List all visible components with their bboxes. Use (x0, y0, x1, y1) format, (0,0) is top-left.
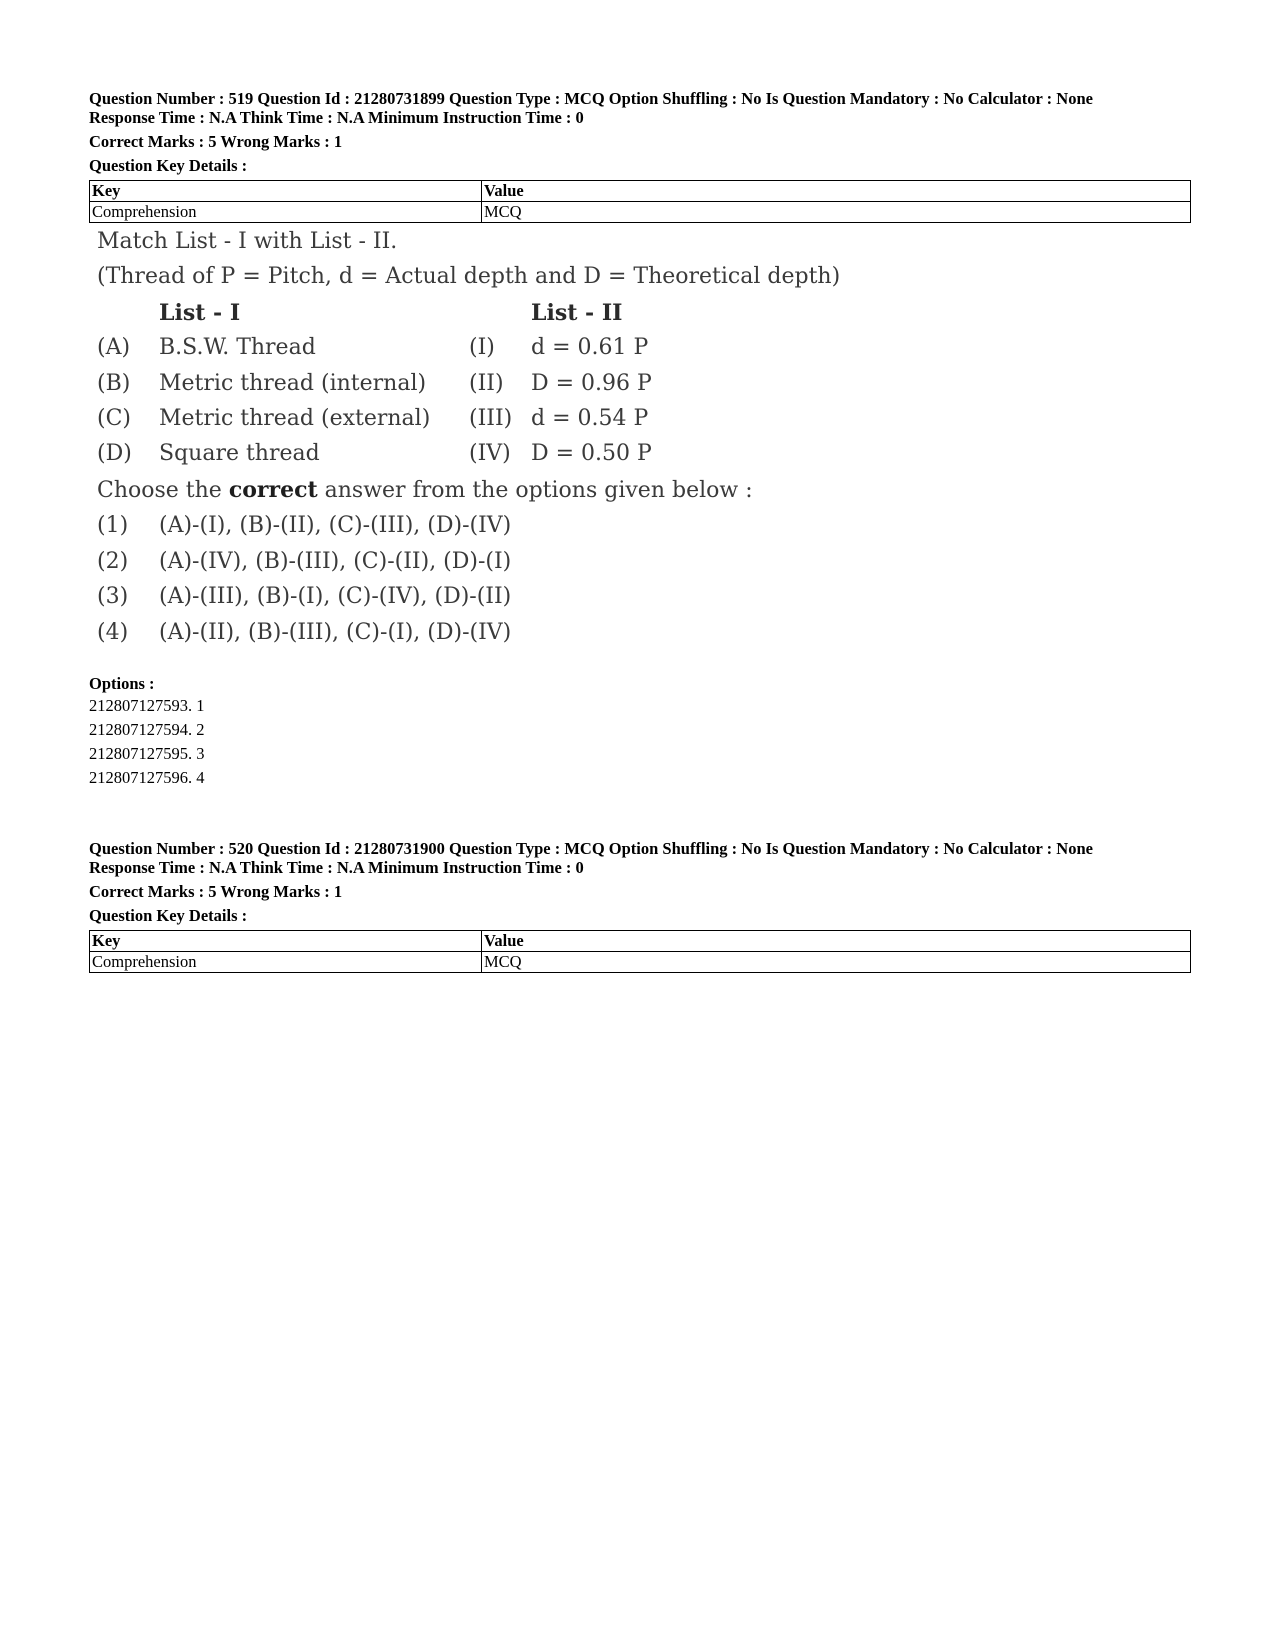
question-image (89, 229, 849, 669)
key-table-header-key: Key (90, 181, 482, 202)
question-marks: Correct Marks : 5 Wrong Marks : 1 (89, 882, 343, 901)
key-table-cell-value: MCQ (482, 202, 1191, 223)
list2-tag-iii: (III) (469, 406, 513, 431)
choice-num-3: (3) (97, 584, 129, 609)
question-intro: Match List - I with List - II. (97, 229, 398, 254)
key-table-header-row (90, 931, 1191, 952)
question-key-table (89, 180, 1191, 223)
key-table-header-value: Value (482, 181, 1191, 202)
question-subtitle: (Thread of P = Pitch, d = Actual depth and D = Theoretical depth) (97, 264, 841, 289)
key-table-row (90, 202, 1191, 223)
list1-tag-b: (B) (97, 371, 131, 396)
options-label: Options : (89, 674, 155, 693)
list1-item-d: Square thread (159, 441, 320, 466)
list1-tag-c: (C) (97, 406, 131, 431)
option-item-4: 212807127596. 4 (89, 768, 205, 787)
option-item-3: 212807127595. 3 (89, 744, 205, 763)
question-key-details-label: Question Key Details : (89, 906, 248, 925)
list1-item-a: B.S.W. Thread (159, 335, 316, 360)
question-key-table (89, 930, 1191, 973)
key-table-cell-key: Comprehension (90, 952, 482, 973)
list1-tag-d: (D) (97, 441, 132, 466)
list2-tag-i: (I) (469, 335, 495, 360)
question-meta-line2: Response Time : N.A Think Time : N.A Minimum Instruction Time : 0 (89, 108, 584, 127)
question-520-block (89, 839, 1191, 973)
list2-item-iii: d = 0.54 P (531, 406, 649, 431)
key-table-cell-value: MCQ (482, 952, 1191, 973)
list2-item-ii: D = 0.96 P (531, 371, 652, 396)
choice-text-1: (A)-(I), (B)-(II), (C)-(III), (D)-(IV) (159, 513, 512, 538)
key-table-cell-key: Comprehension (90, 202, 482, 223)
choice-text-2: (A)-(IV), (B)-(III), (C)-(II), (D)-(I) (159, 549, 512, 574)
list2-heading: List - II (531, 300, 623, 326)
key-table-row (90, 952, 1191, 973)
question-519-block (89, 89, 1191, 790)
question-marks: Correct Marks : 5 Wrong Marks : 1 (89, 132, 343, 151)
option-item-1: 212807127593. 1 (89, 696, 205, 715)
choice-num-1: (1) (97, 513, 129, 538)
list2-tag-iv: (IV) (469, 441, 511, 466)
choice-text-3: (A)-(III), (B)-(I), (C)-(IV), (D)-(II) (159, 584, 512, 609)
key-table-header-row (90, 181, 1191, 202)
choice-num-4: (4) (97, 620, 129, 645)
list1-item-b: Metric thread (internal) (159, 371, 427, 396)
question-meta-line2: Response Time : N.A Think Time : N.A Minimum Instruction Time : 0 (89, 858, 584, 877)
list1-heading: List - I (159, 300, 241, 326)
list2-tag-ii: (II) (469, 371, 504, 396)
option-item-2: 212807127594. 2 (89, 720, 205, 739)
choice-text-4: (A)-(II), (B)-(III), (C)-(I), (D)-(IV) (159, 620, 512, 645)
list1-item-c: Metric thread (external) (159, 406, 431, 431)
key-table-header-key: Key (90, 931, 482, 952)
question-key-details-label: Question Key Details : (89, 156, 248, 175)
list2-item-i: d = 0.61 P (531, 335, 649, 360)
list2-item-iv: D = 0.50 P (531, 441, 652, 466)
choose-instruction: Choose the correct answer from the options given below : (97, 477, 753, 503)
list1-tag-a: (A) (97, 335, 131, 360)
question-meta-line1: Question Number : 519 Question Id : 21280731899 Question Type : MCQ Option Shuffling : No Is Question Mandatory : No Calculator : None (89, 89, 1093, 108)
choice-num-2: (2) (97, 549, 129, 574)
key-table-header-value: Value (482, 931, 1191, 952)
question-meta-line1: Question Number : 520 Question Id : 21280731900 Question Type : MCQ Option Shuffling : No Is Question Mandatory : No Calculator : None (89, 839, 1093, 858)
